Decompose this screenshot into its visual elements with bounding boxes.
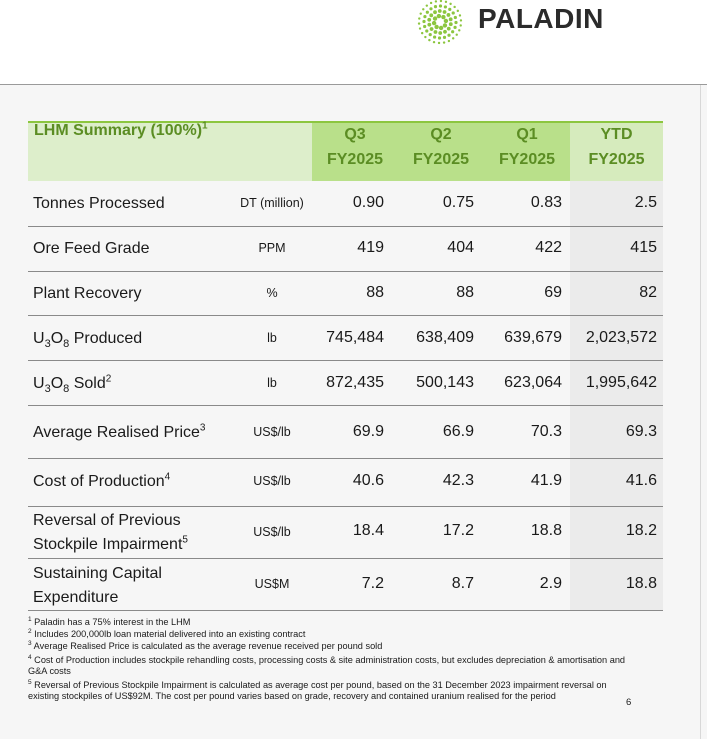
value-ytd: 2,023,572 bbox=[585, 329, 657, 346]
column-header-ytd: YTD FY2025 bbox=[588, 126, 645, 168]
logo-dot bbox=[438, 31, 442, 35]
footnote-4: $^4$ Cost of Production includes stockpile rehandling costs, processing costs & site administration costs, but excludes depreciation & amortisation and G&A costs bbox=[28, 653, 626, 676]
logo-dot bbox=[452, 37, 454, 39]
logo-dot bbox=[427, 18, 431, 22]
logo-dot bbox=[460, 19, 462, 21]
row-unit: US$/lb bbox=[253, 525, 291, 539]
value-q1: 18.8 bbox=[530, 522, 562, 539]
logo-dot bbox=[418, 22, 420, 24]
value-q2: 0.75 bbox=[442, 194, 474, 211]
logo-dot bbox=[428, 39, 430, 41]
logo-dot bbox=[421, 32, 423, 34]
row-label-average-realised-price: Average Realised Price$^3$ bbox=[33, 422, 206, 441]
logo-dot bbox=[430, 2, 432, 4]
value-q2: 8.7 bbox=[451, 575, 474, 592]
column-header-q1: Q1 FY2025 bbox=[498, 126, 556, 168]
logo-dot bbox=[448, 40, 450, 42]
row-divider bbox=[28, 558, 663, 559]
logo-dot bbox=[438, 36, 441, 39]
value-q2: 404 bbox=[447, 239, 474, 256]
logo-dot bbox=[429, 13, 433, 17]
logo-dot bbox=[426, 11, 429, 14]
logo-dot bbox=[420, 12, 422, 14]
logo-dot bbox=[434, 25, 438, 29]
logo-dot bbox=[454, 16, 457, 19]
row-divider bbox=[28, 360, 663, 361]
value-q3: 0.90 bbox=[352, 194, 384, 211]
logo-dot bbox=[435, 0, 437, 2]
value-ytd: 82 bbox=[639, 284, 657, 301]
row-divider bbox=[28, 226, 663, 227]
logo-dot bbox=[439, 4, 442, 7]
logo-dot bbox=[426, 4, 428, 6]
row-label-u3o8-produced: $U_3O_8$ Produced bbox=[33, 330, 143, 351]
row-unit: US$/lb bbox=[253, 474, 291, 488]
logo-dot bbox=[449, 22, 453, 26]
logo-dot bbox=[443, 36, 446, 39]
row-unit: DT (million) bbox=[240, 196, 304, 210]
logo-dot bbox=[449, 17, 453, 21]
value-q3: 18.4 bbox=[352, 522, 384, 539]
logo-dot bbox=[432, 21, 436, 25]
logo-dot bbox=[423, 25, 426, 28]
logo-dot bbox=[433, 41, 435, 43]
value-q1: 623,064 bbox=[504, 374, 562, 391]
value-q1: 41.9 bbox=[530, 472, 562, 489]
value-q2: 88 bbox=[456, 284, 474, 301]
logo-dot bbox=[453, 26, 456, 29]
logo-dot bbox=[443, 41, 445, 43]
row-divider bbox=[28, 610, 663, 611]
logo-dot bbox=[433, 35, 436, 38]
logo-dot bbox=[444, 5, 447, 8]
row-label-u3o8-sold: $U_3O_8$ Sold$^2$ bbox=[33, 373, 112, 396]
row-label-tonnes-processed: Tonnes Processed bbox=[33, 195, 165, 212]
row-unit: lb bbox=[267, 331, 277, 345]
logo-dot bbox=[443, 10, 447, 14]
value-q1: 639,679 bbox=[504, 329, 562, 346]
row-divider bbox=[28, 506, 663, 507]
logo-dot bbox=[453, 6, 455, 8]
logo-dot bbox=[439, 26, 443, 30]
column-header-q3: Q3 FY2025 bbox=[326, 126, 384, 168]
value-q1: 2.9 bbox=[539, 575, 562, 592]
row-divider bbox=[28, 315, 663, 316]
row-unit: PPM bbox=[258, 241, 286, 255]
value-ytd: 69.3 bbox=[625, 423, 657, 440]
logo-dot bbox=[434, 30, 438, 34]
brand-name: PALADIN bbox=[478, 3, 604, 34]
logo-dot bbox=[422, 8, 424, 10]
table-title: LHM Summary $(100\%)^1$ bbox=[34, 120, 208, 139]
value-q1: 69 bbox=[544, 284, 562, 301]
logo-dot bbox=[447, 34, 450, 37]
value-q3: 419 bbox=[357, 239, 384, 256]
logo-dot bbox=[425, 29, 428, 32]
logo-dot bbox=[451, 30, 454, 33]
column-header-q2: Q2 FY2025 bbox=[412, 126, 470, 168]
value-q1: 70.3 bbox=[530, 423, 562, 440]
value-ytd: 18.8 bbox=[625, 575, 657, 592]
value-q2: 500,143 bbox=[416, 374, 474, 391]
logo-dot bbox=[423, 15, 426, 18]
footnote-2: $^2$ Includes 200,000lb loan material delivered into an existing contract bbox=[28, 627, 306, 639]
logo-dot bbox=[445, 1, 447, 3]
logo-dot bbox=[440, 0, 442, 2]
value-q2: 17.2 bbox=[442, 522, 474, 539]
value-q1: 422 bbox=[535, 239, 562, 256]
value-q2: 638,409 bbox=[416, 329, 474, 346]
logo-dot bbox=[449, 3, 451, 5]
row-label-ore-feed-grade: Ore Feed Grade bbox=[33, 240, 150, 257]
value-ytd: 2.5 bbox=[634, 194, 657, 211]
logo-dot bbox=[447, 13, 451, 17]
logo-dot bbox=[441, 15, 445, 19]
footnote-5: $^5$ Reversal of Previous Stockpile Impairment is calculated as average cost per pound, based on the 31 December 2023 impairment reversal on existing stockpiles of US$92M. The cost per pound varies based on grade, recovery and contained uranium realised for the period bbox=[28, 678, 607, 701]
value-q3: 88 bbox=[366, 284, 384, 301]
logo-dot bbox=[454, 21, 457, 24]
logo-dot bbox=[443, 30, 447, 34]
value-q2: 42.3 bbox=[442, 472, 474, 489]
logo-dot bbox=[452, 11, 455, 14]
footnote-3: $^3$ Average Realised Price is calculated as the average revenue received per pound sold bbox=[28, 639, 383, 651]
logo-dot bbox=[438, 42, 440, 44]
logo-dot bbox=[457, 10, 459, 12]
row-unit: US$/lb bbox=[253, 425, 291, 439]
row-divider bbox=[28, 271, 663, 272]
row-label-plant-recovery: Plant Recovery bbox=[33, 285, 142, 302]
logo-dot bbox=[447, 27, 451, 31]
logo-dot bbox=[437, 14, 441, 18]
value-q3: 745,484 bbox=[326, 329, 384, 346]
value-q3: 40.6 bbox=[352, 472, 384, 489]
logo-dot bbox=[459, 14, 461, 16]
logo-dot bbox=[427, 23, 431, 27]
logo-dot bbox=[458, 29, 460, 31]
value-ytd: 1,995,642 bbox=[585, 374, 657, 391]
logo-dot bbox=[433, 16, 437, 20]
logo-dot bbox=[429, 33, 432, 36]
footnote-1: $^1$ Paladin has a 75% interest in the LHM bbox=[28, 615, 191, 627]
logo-dot bbox=[438, 9, 442, 13]
row-label-reversal-stockpile-impairment: Reversal of Previous Stockpile Impairment$^5$ bbox=[33, 512, 188, 553]
logo-dot bbox=[456, 34, 458, 36]
logo-dot bbox=[444, 19, 448, 23]
paladin-logo-icon bbox=[412, 0, 468, 50]
row-unit: % bbox=[266, 286, 278, 300]
value-q2: 66.9 bbox=[442, 423, 474, 440]
value-q3: 872,435 bbox=[326, 374, 384, 391]
panel-edge bbox=[700, 85, 701, 739]
logo-dot bbox=[418, 17, 420, 19]
logo-dot bbox=[430, 27, 434, 31]
logo-dot bbox=[422, 20, 425, 23]
logo-dot bbox=[424, 36, 426, 38]
value-ytd: 415 bbox=[630, 239, 657, 256]
value-q1: 0.83 bbox=[530, 194, 562, 211]
row-label-sustaining-capital-expenditure: Sustaining Capital Expenditure bbox=[33, 565, 162, 606]
slide-header bbox=[0, 0, 707, 85]
row-divider bbox=[28, 405, 663, 406]
logo-dot bbox=[448, 8, 451, 11]
value-q3: 69.9 bbox=[352, 423, 384, 440]
logo-dot bbox=[419, 27, 421, 29]
logo-dot bbox=[460, 24, 462, 26]
row-label-cost-of-production: Cost of Production$^4$ bbox=[33, 471, 171, 490]
page-number: 6 bbox=[626, 697, 632, 708]
value-ytd: 41.6 bbox=[625, 472, 657, 489]
logo-dot bbox=[433, 10, 437, 14]
logo-dot bbox=[429, 7, 432, 10]
logo-dot bbox=[443, 23, 447, 27]
value-q3: 7.2 bbox=[361, 575, 384, 592]
row-unit: US$M bbox=[254, 577, 290, 591]
row-divider bbox=[28, 458, 663, 459]
logo-dot bbox=[434, 5, 437, 8]
row-unit: lb bbox=[267, 376, 277, 390]
value-ytd: 18.2 bbox=[625, 522, 657, 539]
